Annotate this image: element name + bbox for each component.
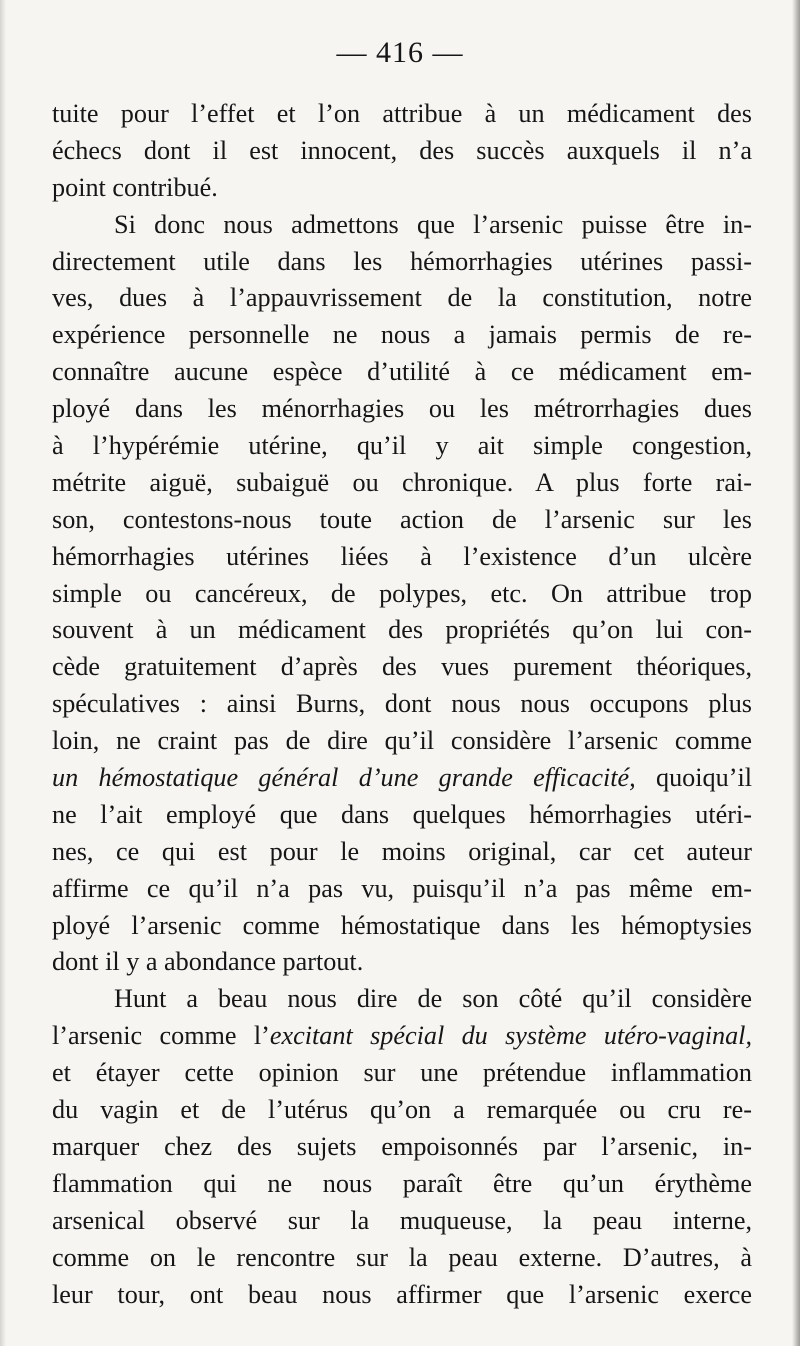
text-line: simple ou cancéreux, de polypes, etc. On attribue trop <box>52 578 752 608</box>
text-line: nes, ce qui est pour le moins original, car cet auteur <box>52 836 752 866</box>
text-line: spéculatives : ainsi Burns, dont nous nous occupons plus <box>52 689 752 719</box>
mixed-style-line <box>52 1018 752 1055</box>
text-line: ne l’ait employé que dans quelques hémorrhagies utéri- <box>52 799 752 829</box>
text-line: métrite aiguë, subaiguë ou chronique. A plus forte rai- <box>52 467 752 497</box>
text-line: directement utile dans les hémorrhagies utérines passi- <box>52 246 752 276</box>
text-line: cède gratuitement d’après des vues purement théoriques, <box>52 652 752 682</box>
mixed-style-line <box>52 760 752 797</box>
text-line: échecs dont il est innocent, des succès auxquels il n’a <box>52 135 752 165</box>
italic-phrase: excitant spécial du système utéro-vaginal, <box>269 1021 752 1051</box>
line-lead: l’arsenic comme l’ <box>52 1021 270 1051</box>
text-line: tuite pour l’effet et l’on attribue à un médicament des <box>52 99 752 128</box>
text-line: ployé l’arsenic comme hémostatique dans les hémoptysies <box>52 910 752 940</box>
text-line: ployé dans les ménorrhagies ou les métrorrhagies dues <box>52 394 752 424</box>
line-remainder: quoiqu’il <box>635 763 752 793</box>
italic-phrase: un hémostatique général d’une grande efficacité, <box>52 763 636 793</box>
text-line: dont il y a abondance partout. <box>52 947 364 977</box>
text-line: à l’hypérémie utérine, qu’il y ait simple congestion, <box>52 431 752 461</box>
text-line: hémorrhagies utérines liées à l’existence d’un ulcère <box>52 541 752 571</box>
text-line: et étayer cette opinion sur une prétendue inflammation <box>52 1058 752 1088</box>
text-line: comme on le rencontre sur la peau externe. D’autres, à <box>52 1242 752 1272</box>
text-line: ves, dues à l’appauvrissement de la constitution, notre <box>52 283 752 313</box>
paragraph-start-line: Hunt a beau nous dire de son côté qu’il considère <box>114 984 752 1014</box>
paragraph-start-line: Si donc nous admettons que l’arsenic puisse être in- <box>114 209 752 239</box>
text-line: loin, ne craint pas de dire qu’il considère l’arsenic comme <box>52 726 752 756</box>
text-line: souvent à un médicament des propriétés qu’on lui con- <box>52 615 752 645</box>
text-line: arsenical observé sur la muqueuse, la peau interne, <box>52 1205 752 1235</box>
text-line: marquer chez des sujets empoisonnés par l’arsenic, in- <box>52 1131 752 1161</box>
text-line: leur tour, ont beau nous affirmer que l’arsenic exerce <box>52 1279 752 1309</box>
text-line: son, contestons-nous toute action de l’arsenic sur les <box>52 504 752 534</box>
text-line: connaître aucune espèce d’utilité à ce médicament em- <box>52 357 752 387</box>
text-line: affirme ce qu’il n’a pas vu, puisqu’il n’a pas même em- <box>52 873 752 903</box>
text-line: point contribué. <box>52 172 218 202</box>
text-line: expérience personnelle ne nous a jamais permis de re- <box>52 320 752 350</box>
text-line: du vagin et de l’utérus qu’on a remarquée ou cru re- <box>52 1095 752 1125</box>
body-text <box>52 96 752 1313</box>
page-number: — 416 — <box>336 36 464 69</box>
text-line: flammation qui ne nous paraît être qu’un érythème <box>52 1168 752 1198</box>
